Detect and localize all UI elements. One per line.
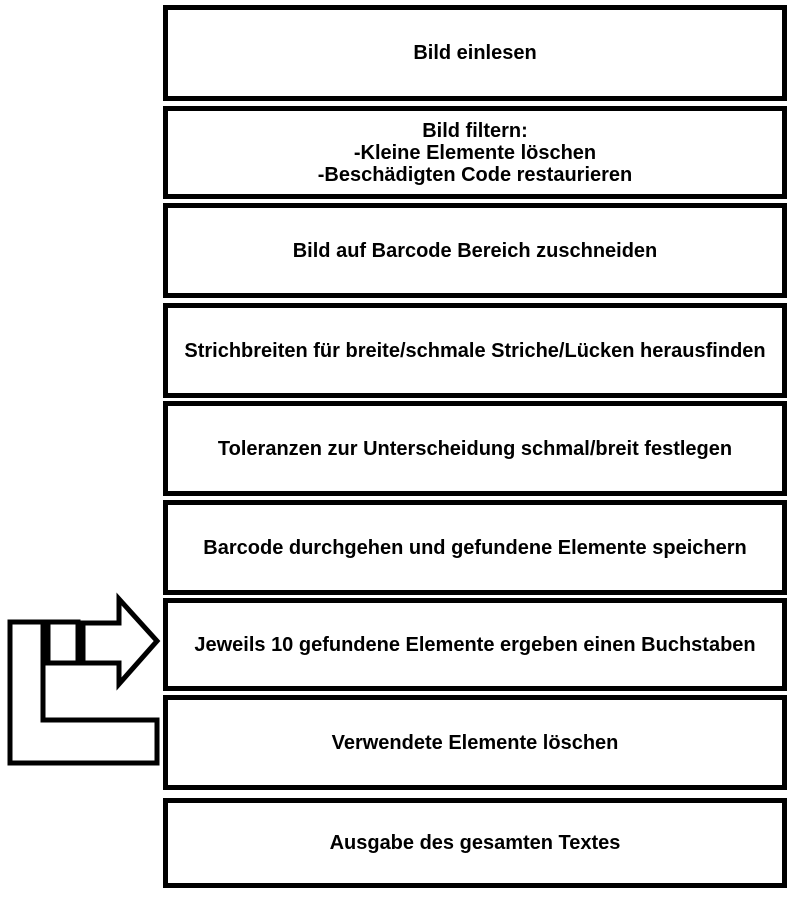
flow-step-bild-zuschneiden	[163, 203, 787, 298]
loop-back-arrow-group	[10, 599, 157, 763]
flow-step-label	[168, 340, 782, 362]
flow-step-line: -Kleine Elemente löschen	[353, 141, 597, 164]
flow-step-line: Bild filtern:	[422, 119, 528, 142]
flow-step-zehn-elemente-buchstabe	[163, 598, 787, 691]
flow-step-line: Toleranzen zur Unterscheidung schmal/breit festlegen	[217, 437, 733, 460]
flow-step-barcode-durchgehen	[163, 500, 787, 595]
flow-step-toleranzen	[163, 401, 787, 496]
flow-step-label	[168, 634, 782, 656]
flow-step-line: Bild einlesen	[413, 42, 537, 64]
flow-step-label	[168, 438, 782, 460]
flow-step-line: -Beschädigten Code restaurieren	[317, 163, 633, 186]
flow-step-line: Verwendete Elemente löschen	[331, 731, 619, 754]
flow-step-bild-einlesen	[163, 5, 787, 101]
flow-step-line: Ausgabe des gesamten Textes	[329, 832, 621, 854]
flow-step-bild-filtern	[163, 106, 787, 199]
flow-step-line: Barcode durchgehen und gefundene Elemente speichern	[203, 536, 747, 559]
flow-step-strichbreiten	[163, 303, 787, 398]
flow-step-line: Strichbreiten für breite/schmale Striche/Lücken herausfinden	[184, 339, 766, 362]
flow-step-label	[168, 832, 782, 854]
flow-step-elemente-loeschen	[163, 695, 787, 790]
flow-step-label	[168, 240, 782, 262]
loop-arrowhead-shape	[83, 599, 157, 684]
flow-step-ausgabe-text	[163, 798, 787, 888]
loop-segment-shape	[48, 622, 78, 663]
flow-step-line: Bild auf Barcode Bereich zuschneiden	[292, 239, 658, 262]
flow-step-label	[168, 537, 782, 559]
flow-step-label	[168, 120, 782, 186]
flow-step-label	[168, 42, 782, 64]
flow-step-label	[168, 732, 782, 754]
flow-step-line: Jeweils 10 gefundene Elemente ergeben einen Buchstaben	[194, 633, 756, 656]
